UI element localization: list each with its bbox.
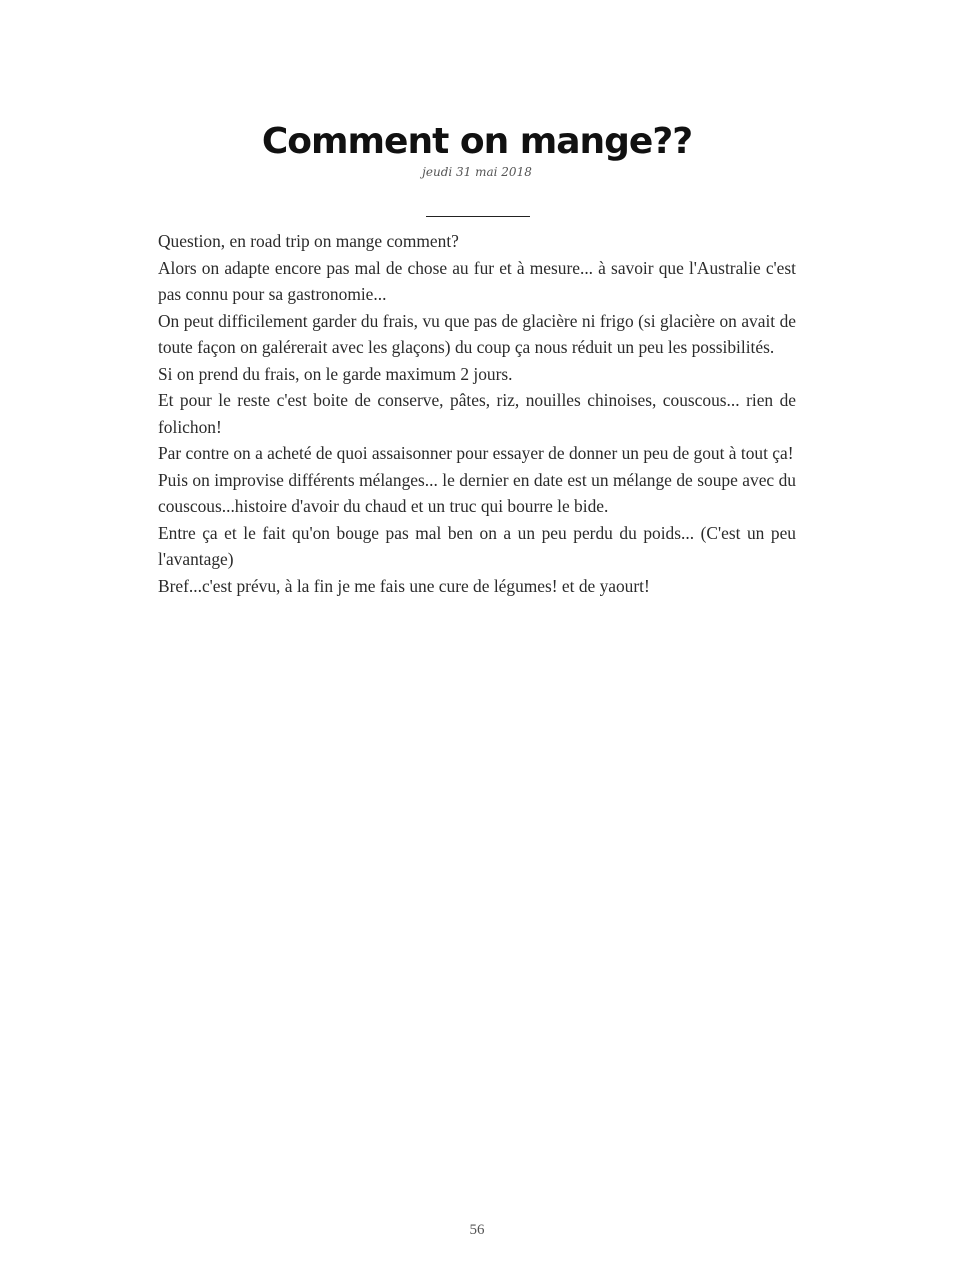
- paragraph: Puis on improvise différents mélanges... le dernier en date est un mélange de soupe avec du couscous...histoire d'avoir du chaud et un truc qui bourre le bide.: [158, 469, 796, 516]
- page-number: 56: [469, 1222, 485, 1238]
- paragraph: Par contre on a acheté de quoi assaisonner pour essayer de donner un peu de gout à tout ça!: [158, 443, 794, 463]
- title-divider: [426, 216, 530, 217]
- paragraph: Et pour le reste c'est boite de conserve, pâtes, riz, nouilles chinoises, couscous... rien de folichon!: [158, 390, 796, 437]
- post-date: jeudi 31 mai 2018: [422, 165, 532, 179]
- page-title: Comment on mange??: [261, 121, 693, 162]
- paragraph: Si on prend du frais, on le garde maximum 2 jours.: [158, 363, 513, 384]
- paragraph: Bref...c'est prévu, à la fin je me fais une cure de légumes! et de yaourt!: [158, 575, 650, 596]
- article-body: [158, 228, 796, 599]
- paragraph: On peut difficilement garder du frais, vu que pas de glacière ni frigo (si glacière on avait de toute façon on galérerait avec les glaçons) du coup ça nous réduit un peu les possibilités.: [158, 310, 796, 357]
- paragraph: Alors on adapte encore pas mal de chose au fur et à mesure... à savoir que l'Australie c'est pas connu pour sa gastronomie...: [158, 257, 796, 304]
- paragraph: Entre ça et le fait qu'on bouge pas mal ben on a un peu perdu du poids... (C'est un peu l'avantage): [158, 522, 796, 569]
- paragraph: Question, en road trip on mange comment?: [158, 231, 459, 251]
